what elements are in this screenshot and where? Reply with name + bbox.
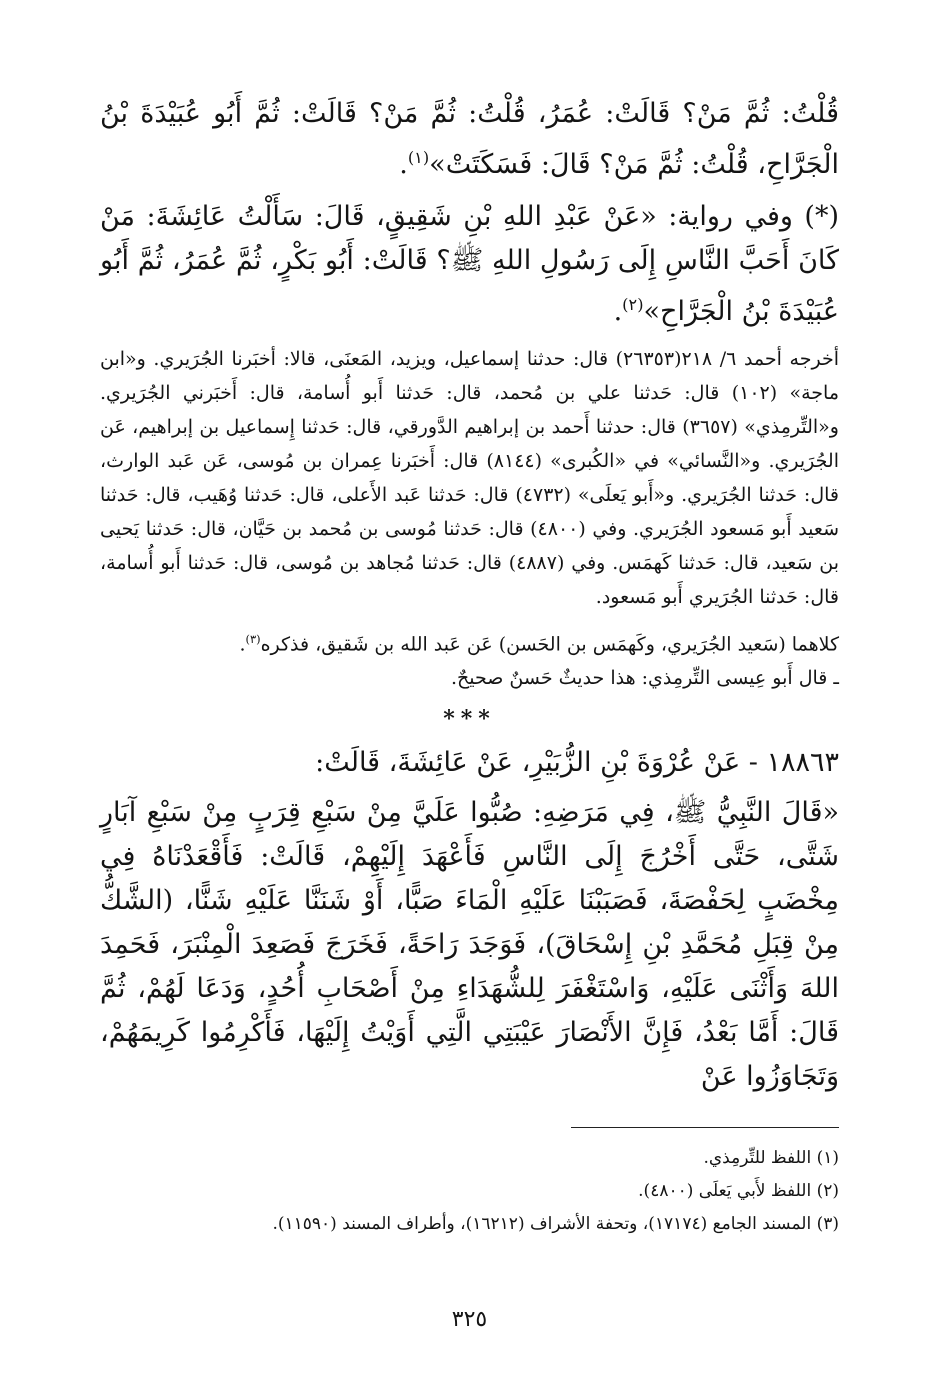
footnote-3: (٣) المسند الجامع (١٧١٧٤)، وتحفة الأشراف (١٦٢١٢)، وأطراف المسند (١١٥٩٠). [272, 1214, 839, 1235]
alternate-narration [100, 195, 839, 334]
both-narrators-line [100, 622, 839, 661]
footnote-2: (٢) اللفظ لأَبي يَعلَى (٤٨٠٠). [638, 1181, 839, 1202]
both-narrators-text: كلاهما (سَعيد الجُرَيري، وكَهمَس بن الحَسن) عَن عَبد الله بن شَقيق، فذكره [260, 633, 839, 656]
footnote-divider [571, 1127, 839, 1128]
footnote-ref-2[interactable]: (٢) [622, 295, 644, 314]
hadith-continuation-end: . [399, 149, 408, 180]
alternate-narration-text: (*) وفي رواية: «عَنْ عَبْدِ اللهِ بْنِ شَقِيقٍ، قَالَ: سَأَلْتُ عَائِشَةَ: مَنْ كَانَ أَحَبَّ النَّاسِ إِلَى رَسُولِ اللهِ ﷺ؟ قَالَتْ: أَبُو بَكْرٍ، ثُمَّ عُمَرُ، ثُمَّ أَبُو عُبَيْدَةَ بْنُ الْجَرَّاحِ» [100, 201, 839, 327]
hadith-continuation-text: قُلْتُ: ثُمَّ مَنْ؟ قَالَتْ: عُمَرُ، قُلْتُ: ثُمَّ مَنْ؟ قَالَتْ: ثُمَّ أَبُو عُبَيْدَةَ بْنُ الْجَرَّاحِ، قُلْتُ: ثُمَّ مَنْ؟ قَالَ: فَسَكَتَتْ» [100, 98, 839, 180]
section-separator: *** [443, 706, 496, 733]
both-narrators-end: . [239, 633, 246, 656]
footnote-ref-1[interactable]: (١) [407, 148, 430, 167]
footnote-1: (١) اللفظ للتِّرمِذي. [703, 1148, 839, 1169]
takhrij-paragraph: أخرجه أحمد ٦/ ٢١٨(٢٦٣٥٣) قال: حدثنا إسماعيل، ويزيد، المَعنَى، قالا: أخبَرنا الجُرَيري. و«ابن ماجة» (١٠٢) قال: حَدثنا علي بن مُحمد، قال: حَدثنا أَبو أُسامة، قال: أَخبَرني الجُرَيري. و«التِّرمِذي» (٣٦٥٧) قال: حدثنا أَحمد بن إبراهيم الدَّورقي، قال: حَدثنا إِسماعيل بن إبراهيم، عَن الجُرَيري. و«النَّسائي» في «الكُبرى» (٨١٤٤) قال: أَخبَرنا عِمران بن مُوسى، عَن عَبد الوارث، قال: حَدثنا الجُرَيري. و«أَبو يَعلَى» (٤٧٣٢) قال: حَدثنا عَبد الأَعلى، قال: حَدثنا وُهَيب، قال: حَدثنا سَعيد أَبو مَسعود الجُرَيري. وفي (٤٨٠٠) قال: حَدثنا مُوسى بن مُحمد بن حَيَّان، قال: حَدثنا يَحيى بن سَعيد، قال: حَدثنا كَهمَس. وفي (٤٨٨٧) قال: حَدثنا مُجاهد بن مُوسى، قال: حَدثنا أَبو أُسامة، قال: حَدثنا الجُرَيري أَبو مَسعود. [100, 348, 839, 608]
page-number: ٣٢٥ [451, 1307, 488, 1332]
tirmidhi-grading: ـ قال أَبو عِيسى التِّرمِذي: هذا حديثٌ حَسنٌ صحيحٌ. [450, 667, 839, 690]
alternate-narration-end: . [613, 296, 623, 327]
footnote-ref-3[interactable]: (٣) [245, 632, 261, 646]
page-content [100, 92, 839, 1352]
hadith-continuation [100, 92, 839, 187]
hadith-number-heading: ١٨٨٦٣ - عَنْ عُرْوَةَ بْنِ الزُّبَيْرِ، عَنْ عَائِشَةَ، قَالَتْ: [315, 747, 839, 779]
hadith-body: «قَالَ النَّبِيُّ ﷺ، فِي مَرَضِهِ: صُبُّوا عَلَيَّ مِنْ سَبْعِ قِرَبٍ مِنْ سَبْعِ آبَارٍ شَتَّى، حَتَّى أَخْرُجَ إِلَى النَّاسِ فَأَعْهَدَ إِلَيْهِمْ، قَالَتْ: فَأَقْعَدْنَاهُ فِي مِخْضَبٍ لِحَفْصَةَ، فَصَبَبْنَا عَلَيْهِ الْمَاءَ صَبًّا، أَوْ شَنَنَّا عَلَيْهِ شَنًّا، (الشَّكُّ مِنْ قِبَلِ مُحَمَّدِ بْنِ إِسْحَاقَ)، فَوَجَدَ رَاحَةً، فَخَرَجَ فَصَعِدَ الْمِنْبَرَ، فَحَمِدَ اللهَ وَأَثْنَى عَلَيْهِ، وَاسْتَغْفَرَ لِلشُّهَدَاءِ مِنْ أَصْحَابِ أُحُدٍ، وَدَعَا لَهُمْ، ثُمَّ قَالَ: أَمَّا بَعْدُ، فَإِنَّ الأَنْصَارَ عَيْبَتِي الَّتِي أَوَيْتُ إِلَيْهَا، فَأَكْرِمُوا كَرِيمَهُمْ، وَتَجَاوَزُوا عَنْ [100, 797, 839, 1093]
